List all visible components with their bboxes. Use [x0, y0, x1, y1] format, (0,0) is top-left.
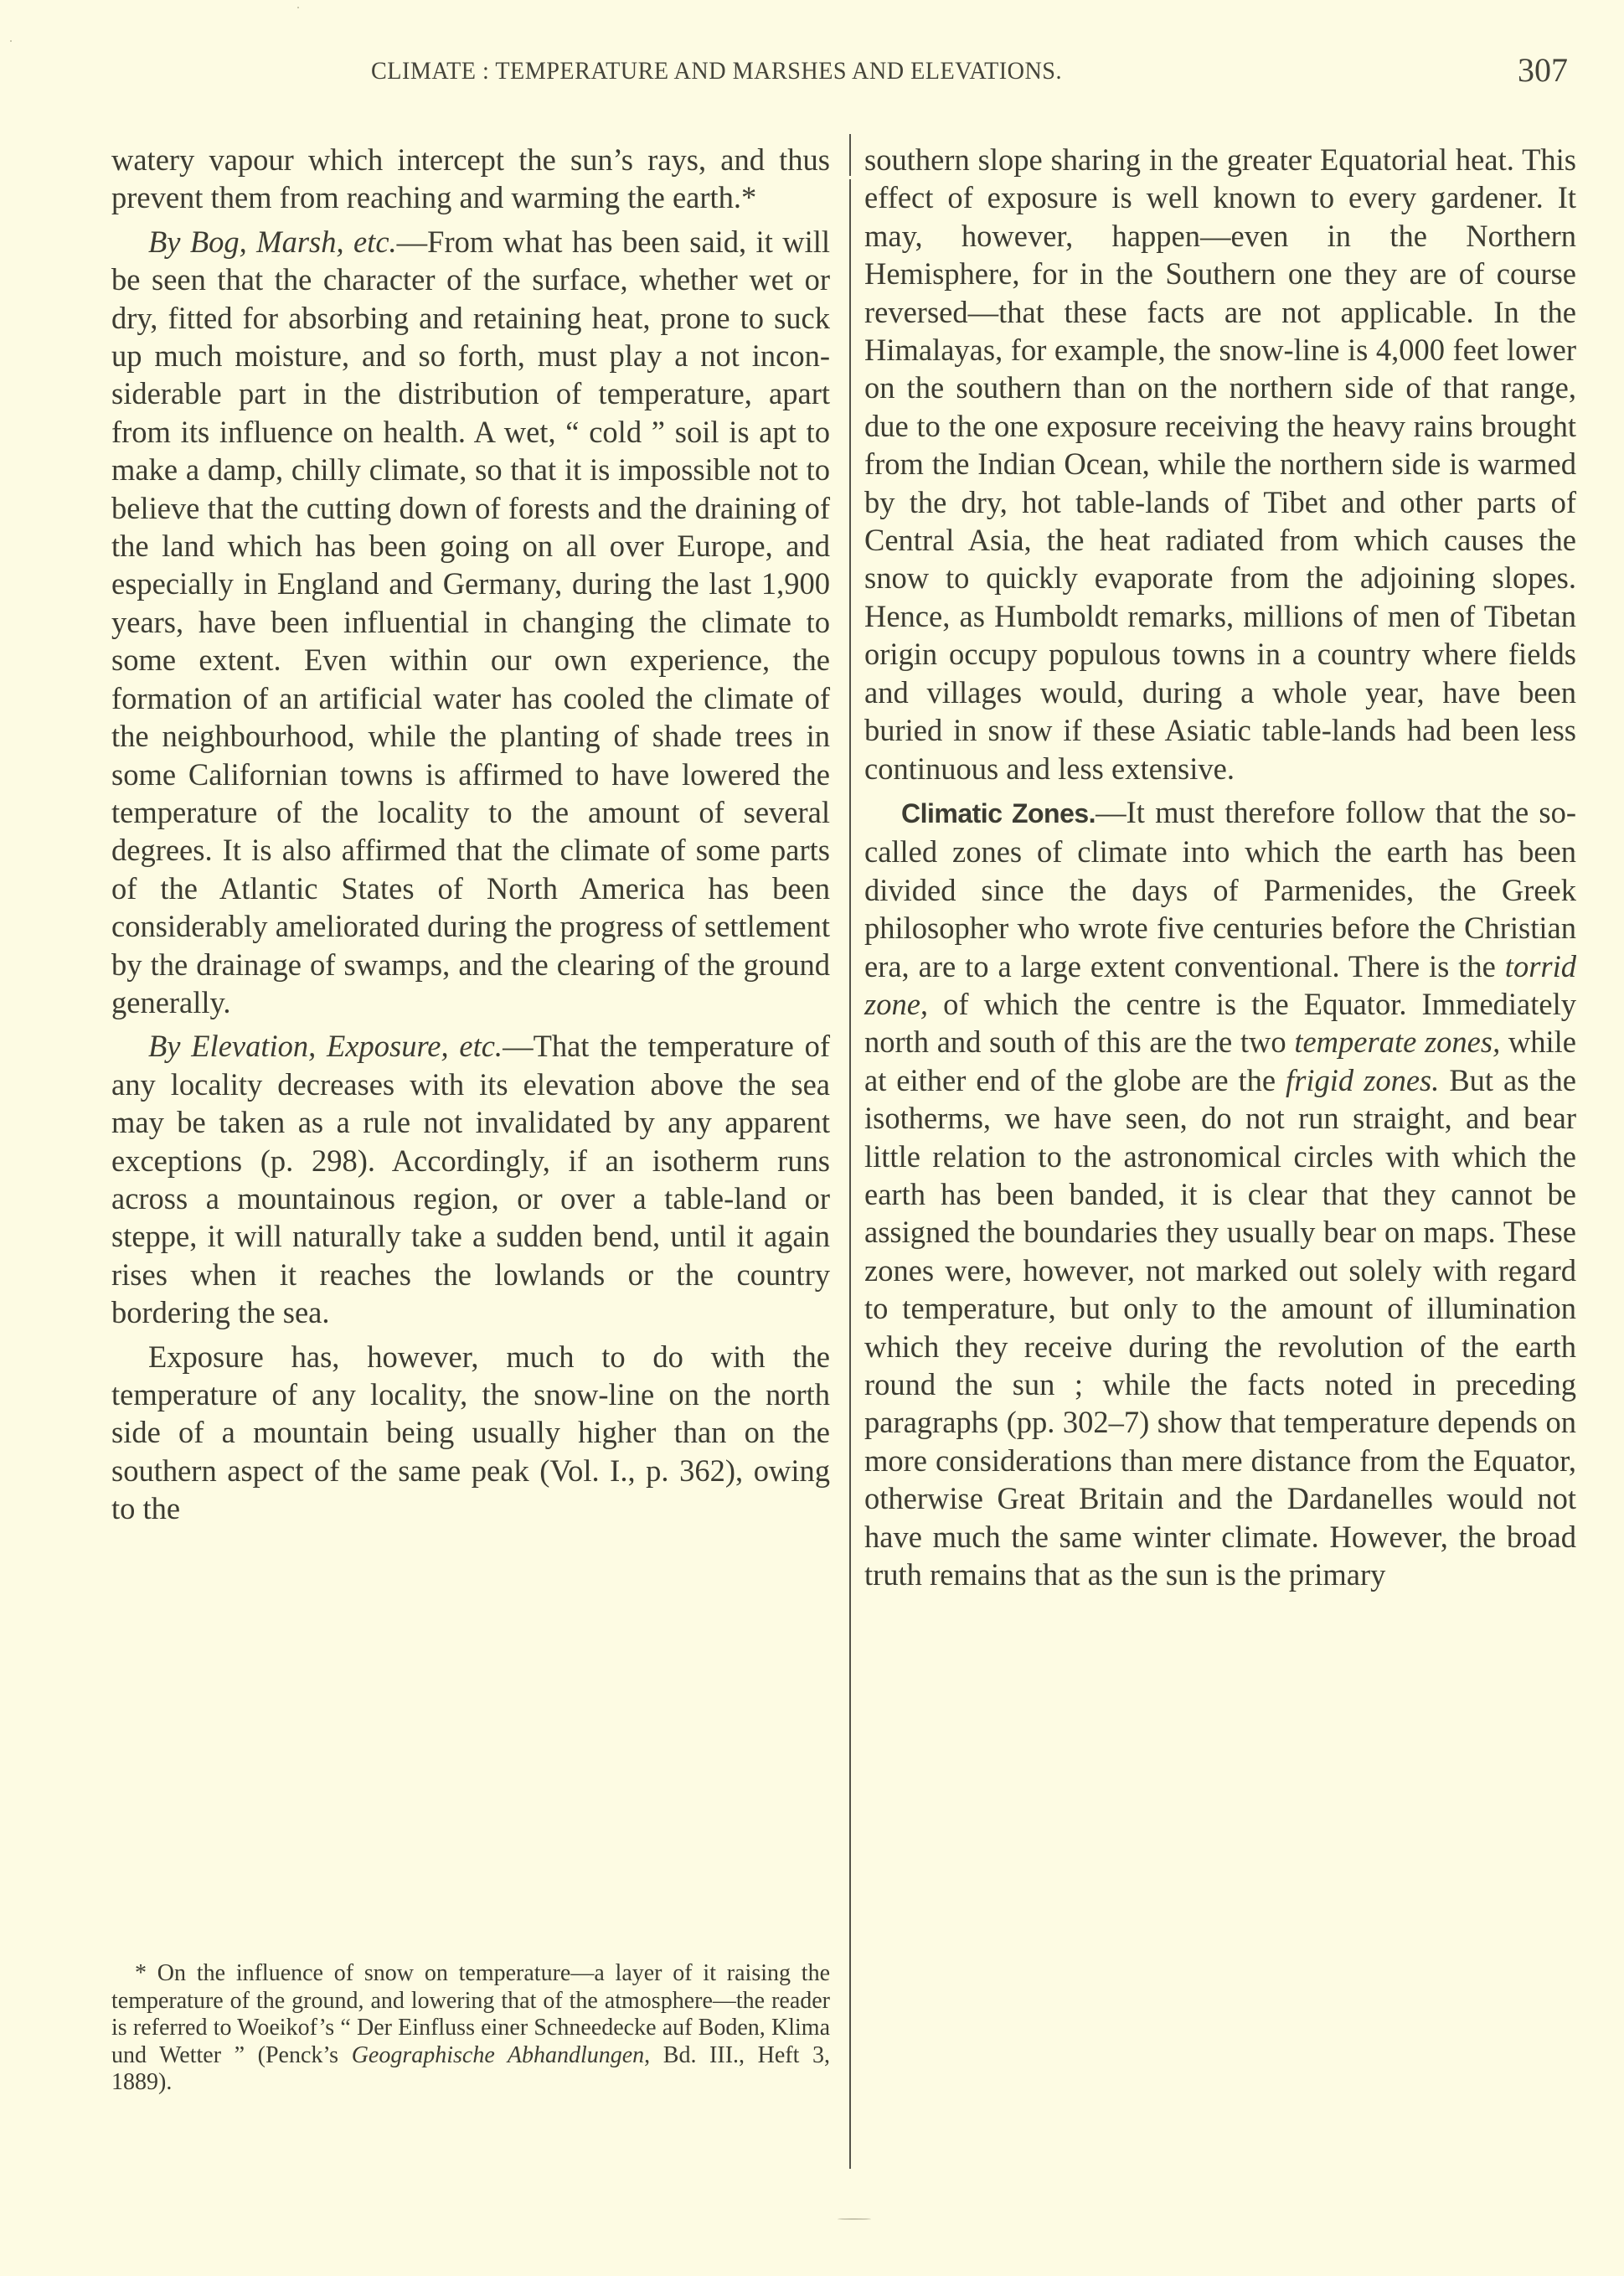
column-divider [849, 134, 851, 176]
term-frigid-zones: frigid zones. [1286, 1062, 1440, 1097]
paragraph-text: of which the centre is the Equator. Immediately north and south of this are the two [864, 986, 1576, 1060]
paper-speck [297, 7, 299, 8]
paragraph-text: Exposure has, however, much to do with the temperature of any locality, the snow-line on the north side of a mountain being usually higher than on the southern aspect of the same peak (Vol. I., p. 362), owing to the [111, 1339, 830, 1526]
left-column [111, 141, 830, 1528]
paragraph-text: —That the temperature of any locality decreases with its elevation above the sea may be taken as a rule not invalidated by any apparent exceptions (p. 298). Accordingly, if an isotherm runs across a mountainous region, or over a table-land or steppe, it will naturally take a sudden bend, until it again rises when it reaches the lowlands or the country bordering the sea. [111, 1029, 830, 1330]
paragraph-text: southern slope sharing in the greater Equatorial heat. This effect of exposure is well known to every gardener. It may, however, happen—even in the Northern Hemisphere, for in the Southern one they are of course reversed—that these facts are not applicable. In the Himalayas, for example, the snow-line is 4,000 feet lower on the southern than on the northern side of that range, due to the one exposure receiving the heavy rains brought from the Indian Ocean, while the northern side is warmed by the dry, hot table-lands of Tibet and other parts of Central Asia, the heat radiated from which causes the snow to quickly evaporate from the adjoining slopes. Hence, as Humboldt remarks, millions of men of Tibetan origin occupy populous towns in a country where fields and villages would, during a whole year, have been buried in snow if these Asiatic table-lands had been less continuous and less extensive. [864, 142, 1576, 786]
section-heading-elevation-exposure: By Elevation, Exposure, etc. [148, 1029, 503, 1064]
running-title: CLIMATE : TEMPERATURE AND MARSHES AND ELEVATIONS. [371, 57, 1062, 85]
paragraph-text: —From what has been said, it will be seen that the character of the surface, whether wet or dry, fitted for absorbing and retaining heat, prone to suck up much moisture, and so forth, must play a not inconsiderable part in the distribution of temperature, apart from its influence on health. A wet, “ cold ” soil is apt to make a damp, chilly climate, so that it is impossible not to believe that the cutting down of forests and the draining of the land which has been going on all over Europe, and especially in England and Germany, during the last 1,900 years, have been influential in changing the climate to some extent. Even within our own experience, the formation of an artificial water has cooled the climate of the neighbourhood, while the planting of shade trees in some Californian towns is affirmed to have lowered the temperature of the locality to the amount of several degrees. It is also affirmed that the climate of some parts of the Atlantic States of North America has been considerably ameliorated during the progress of settlement by the drainage of swamps, and the clearing of the ground generally. [111, 224, 830, 1019]
term-torrid-zone: torrid zone, [864, 948, 1576, 1021]
running-head [0, 50, 1624, 101]
right-column [864, 141, 1576, 1593]
paragraph-text: But as the isotherms, we have seen, do not run straight, and bear little relation to the astronomical circles with which the earth has been banded, it is clear that they cannot be assigned the boundaries they usually bear on maps. These zones were, however, not marked out solely with regard to temperature, but only to the amount of illumination which they receive during the revolution of the earth round the sun ; while the facts noted in preceding paragraphs (pp. 302–7) show that temperature depends on more considerations than mere distance from the Equator, otherwise Great Britain and the Dardanelles would not have much the same winter climate. However, the broad truth remains that as the sun is the primary [864, 1062, 1576, 1592]
footnote-text-part: , Bd. III., Heft 3, 1889). [111, 2041, 830, 2095]
paragraph [111, 1338, 830, 1528]
column-divider [849, 179, 851, 2169]
paper-speck [10, 40, 12, 42]
page-number: 307 [1518, 51, 1568, 89]
footnote-marker: * [135, 1960, 147, 1986]
paragraph [864, 793, 1576, 1594]
paragraph [111, 1027, 830, 1331]
section-heading-bog-marsh: By Bog, Marsh, etc. [148, 224, 397, 259]
footnote-text-part: On the influence of snow on temperature—a layer of it raising the temperature of the ground, and lowering that of the atmosphere—the reader is referred to Woeikof’s “ Der Einfluss einer Schneedecke auf Boden, Klima und Wetter ” (Penck’s [111, 1960, 830, 2068]
section-heading-climatic-zones: Climatic Zones. [901, 797, 1096, 828]
term-temperate-zones: temperate zones, [1294, 1024, 1501, 1060]
footnote-book-title: Geographische Abhandlungen [351, 2041, 645, 2068]
paper-speck [838, 2218, 871, 2220]
footnote [111, 1960, 830, 2097]
footnote-text [111, 1960, 830, 2097]
paragraph [111, 141, 830, 217]
paragraph-text: while at either end of the globe are the [864, 1024, 1576, 1097]
paragraph [864, 141, 1576, 787]
paragraph [111, 223, 830, 1022]
paragraph-text: —It must therefore follow that the so-called zones of climate into which the earth has been divided since the days of Parmenides, the Greek philosopher who wrote five centuries before the Christian era, are to a large extent conventional. There is the [864, 794, 1577, 983]
paragraph-text: watery vapour which intercept the sun’s rays, and thus prevent them from reaching and warming the earth.* [111, 142, 830, 215]
